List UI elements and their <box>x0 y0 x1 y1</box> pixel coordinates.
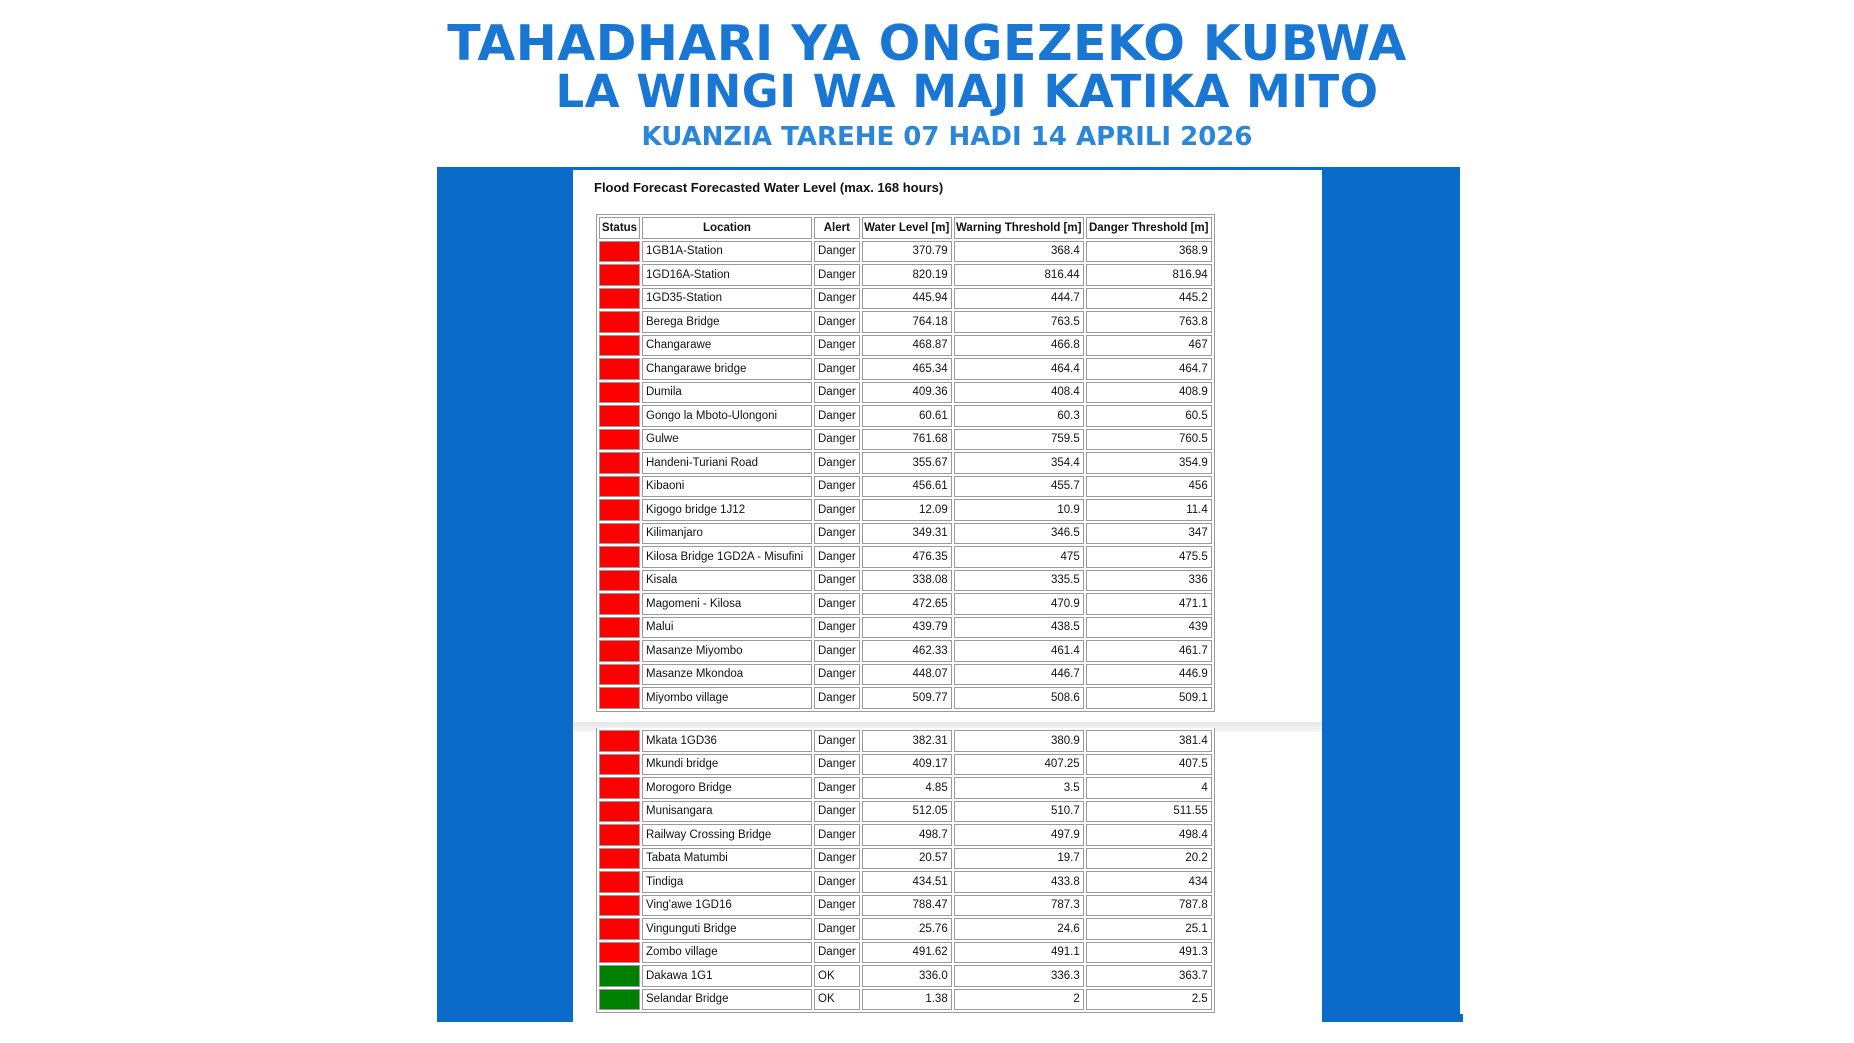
location-cell: Kilosa Bridge 1GD2A - Misufini <box>642 546 812 568</box>
status-indicator <box>599 617 640 639</box>
danger-threshold-cell: 471.1 <box>1086 593 1212 615</box>
danger-threshold-cell: 445.2 <box>1086 288 1212 310</box>
column-header-status: Status <box>599 217 640 239</box>
alert-cell: Danger <box>814 942 860 964</box>
status-indicator <box>599 754 640 776</box>
forecast-table-part2 <box>596 728 1215 1013</box>
location-cell: Vingunguti Bridge <box>642 918 812 940</box>
warning-threshold-cell: 336.3 <box>954 965 1084 987</box>
table-row <box>599 918 1212 940</box>
water-level-cell: 1.38 <box>862 989 952 1011</box>
status-indicator <box>599 358 640 380</box>
status-indicator <box>599 452 640 474</box>
water-level-cell: 409.36 <box>862 382 952 404</box>
status-indicator <box>599 429 640 451</box>
status-indicator <box>599 499 640 521</box>
water-level-cell: 445.94 <box>862 288 952 310</box>
status-indicator <box>599 895 640 917</box>
column-header-water-level: Water Level [m] <box>862 217 952 239</box>
water-level-cell: 409.17 <box>862 754 952 776</box>
alert-cell: Danger <box>814 405 860 427</box>
danger-threshold-cell: 760.5 <box>1086 429 1212 451</box>
table-row <box>599 777 1212 799</box>
alert-cell: Danger <box>814 546 860 568</box>
location-cell: 1GD35-Station <box>642 288 812 310</box>
location-cell: Dumila <box>642 382 812 404</box>
location-cell: Miyombo village <box>642 687 812 709</box>
table-body-part2 <box>599 730 1212 1010</box>
water-level-cell: 468.87 <box>862 335 952 357</box>
alert-cell: Danger <box>814 335 860 357</box>
status-indicator <box>599 523 640 545</box>
danger-threshold-cell: 25.1 <box>1086 918 1212 940</box>
warning-threshold-cell: 466.8 <box>954 335 1084 357</box>
alert-cell: Danger <box>814 593 860 615</box>
status-indicator <box>599 546 640 568</box>
danger-threshold-cell: 461.7 <box>1086 640 1212 662</box>
water-level-cell: 456.61 <box>862 476 952 498</box>
danger-threshold-cell: 11.4 <box>1086 499 1212 521</box>
location-cell: Tabata Matumbi <box>642 848 812 870</box>
location-cell: Railway Crossing Bridge <box>642 824 812 846</box>
column-header-warning-threshold: Warning Threshold [m] <box>954 217 1084 239</box>
location-cell: Kibaoni <box>642 476 812 498</box>
warning-threshold-cell: 24.6 <box>954 918 1084 940</box>
water-level-cell: 491.62 <box>862 942 952 964</box>
danger-threshold-cell: 475.5 <box>1086 546 1212 568</box>
forecast-table-part1-wrapper <box>596 214 1215 712</box>
danger-threshold-cell: 347 <box>1086 523 1212 545</box>
alert-cell: Danger <box>814 664 860 686</box>
location-cell: Magomeni - Kilosa <box>642 593 812 615</box>
water-level-cell: 434.51 <box>862 871 952 893</box>
alert-cell: Danger <box>814 241 860 263</box>
table-row <box>599 687 1212 709</box>
danger-threshold-cell: 446.9 <box>1086 664 1212 686</box>
table-row <box>599 593 1212 615</box>
location-cell: 1GD16A-Station <box>642 264 812 286</box>
water-level-cell: 498.7 <box>862 824 952 846</box>
warning-threshold-cell: 438.5 <box>954 617 1084 639</box>
danger-threshold-cell: 408.9 <box>1086 382 1212 404</box>
danger-threshold-cell: 336 <box>1086 570 1212 592</box>
column-header-danger-threshold: Danger Threshold [m] <box>1086 217 1212 239</box>
alert-cell: Danger <box>814 382 860 404</box>
table-row <box>599 730 1212 752</box>
water-level-cell: 465.34 <box>862 358 952 380</box>
danger-threshold-cell: 20.2 <box>1086 848 1212 870</box>
table-row <box>599 754 1212 776</box>
status-indicator <box>599 687 640 709</box>
alert-cell: Danger <box>814 640 860 662</box>
water-level-cell: 60.61 <box>862 405 952 427</box>
status-indicator <box>599 664 640 686</box>
warning-threshold-cell: 10.9 <box>954 499 1084 521</box>
alert-cell: Danger <box>814 288 860 310</box>
alert-cell: Danger <box>814 523 860 545</box>
location-cell: Kisala <box>642 570 812 592</box>
warning-threshold-cell: 368.4 <box>954 241 1084 263</box>
location-cell: Kigogo bridge 1J12 <box>642 499 812 521</box>
alert-cell: Danger <box>814 499 860 521</box>
status-indicator <box>599 241 640 263</box>
table-body-part1 <box>599 241 1212 709</box>
status-indicator <box>599 640 640 662</box>
poster-subtitle: KUANZIA TAREHE 07 HADI 14 APRILI 2026 <box>641 122 1253 152</box>
alert-cell: Danger <box>814 429 860 451</box>
alert-cell: Danger <box>814 730 860 752</box>
status-indicator <box>599 476 640 498</box>
danger-threshold-cell: 407.5 <box>1086 754 1212 776</box>
table-row <box>599 989 1212 1011</box>
table-row <box>599 264 1212 286</box>
water-level-cell: 512.05 <box>862 801 952 823</box>
warning-threshold-cell: 60.3 <box>954 405 1084 427</box>
location-cell: Mkata 1GD36 <box>642 730 812 752</box>
status-indicator <box>599 593 640 615</box>
status-indicator <box>599 824 640 846</box>
water-level-cell: 764.18 <box>862 311 952 333</box>
table-row <box>599 640 1212 662</box>
danger-threshold-cell: 363.7 <box>1086 965 1212 987</box>
table-row <box>599 335 1212 357</box>
danger-threshold-cell: 816.94 <box>1086 264 1212 286</box>
alert-cell: Danger <box>814 895 860 917</box>
alert-cell: Danger <box>814 264 860 286</box>
location-cell: Mkundi bridge <box>642 754 812 776</box>
document-title: Flood Forecast Forecasted Water Level (max. 168 hours) <box>594 180 944 195</box>
table-row <box>599 848 1212 870</box>
water-level-cell: 4.85 <box>862 777 952 799</box>
warning-threshold-cell: 444.7 <box>954 288 1084 310</box>
location-cell: Gulwe <box>642 429 812 451</box>
status-indicator <box>599 777 640 799</box>
danger-threshold-cell: 4 <box>1086 777 1212 799</box>
warning-threshold-cell: 446.7 <box>954 664 1084 686</box>
alert-cell: Danger <box>814 918 860 940</box>
alert-cell: OK <box>814 989 860 1011</box>
status-indicator <box>599 848 640 870</box>
warning-threshold-cell: 464.4 <box>954 358 1084 380</box>
alert-cell: Danger <box>814 848 860 870</box>
warning-threshold-cell: 433.8 <box>954 871 1084 893</box>
location-cell: Ving'awe 1GD16 <box>642 895 812 917</box>
warning-threshold-cell: 491.1 <box>954 942 1084 964</box>
table-row <box>599 664 1212 686</box>
location-cell: Changarawe <box>642 335 812 357</box>
status-indicator <box>599 965 640 987</box>
warning-threshold-cell: 816.44 <box>954 264 1084 286</box>
warning-threshold-cell: 380.9 <box>954 730 1084 752</box>
water-level-cell: 20.57 <box>862 848 952 870</box>
water-level-cell: 25.76 <box>862 918 952 940</box>
danger-threshold-cell: 2.5 <box>1086 989 1212 1011</box>
location-cell: Berega Bridge <box>642 311 812 333</box>
location-cell: Masanze Mkondoa <box>642 664 812 686</box>
poster-title-line1: TAHADHARI YA ONGEZEKO KUBWA <box>447 15 1407 72</box>
table-row <box>599 801 1212 823</box>
table-row <box>599 452 1212 474</box>
location-cell: Morogoro Bridge <box>642 777 812 799</box>
warning-threshold-cell: 455.7 <box>954 476 1084 498</box>
table-row <box>599 358 1212 380</box>
table-row <box>599 617 1212 639</box>
table-row <box>599 288 1212 310</box>
location-cell: Gongo la Mboto-Ulongoni <box>642 405 812 427</box>
water-level-cell: 788.47 <box>862 895 952 917</box>
status-indicator <box>599 989 640 1011</box>
alert-cell: Danger <box>814 617 860 639</box>
alert-cell: OK <box>814 965 860 987</box>
warning-threshold-cell: 475 <box>954 546 1084 568</box>
location-cell: Zombo village <box>642 942 812 964</box>
alert-cell: Danger <box>814 476 860 498</box>
danger-threshold-cell: 509.1 <box>1086 687 1212 709</box>
status-indicator <box>599 264 640 286</box>
danger-threshold-cell: 354.9 <box>1086 452 1212 474</box>
alert-cell: Danger <box>814 754 860 776</box>
danger-threshold-cell: 763.8 <box>1086 311 1212 333</box>
table-row <box>599 570 1212 592</box>
danger-threshold-cell: 368.9 <box>1086 241 1212 263</box>
poster-title-line2: LA WINGI WA MAJI KATIKA MITO <box>555 65 1379 118</box>
warning-threshold-cell: 759.5 <box>954 429 1084 451</box>
table-row <box>599 429 1212 451</box>
water-level-cell: 448.07 <box>862 664 952 686</box>
water-level-cell: 336.0 <box>862 965 952 987</box>
water-level-cell: 472.65 <box>862 593 952 615</box>
table-row <box>599 965 1212 987</box>
warning-threshold-cell: 407.25 <box>954 754 1084 776</box>
table-row <box>599 499 1212 521</box>
water-level-cell: 476.35 <box>862 546 952 568</box>
table-row <box>599 895 1212 917</box>
status-indicator <box>599 570 640 592</box>
table-row <box>599 523 1212 545</box>
location-cell: Handeni-Turiani Road <box>642 452 812 474</box>
danger-threshold-cell: 456 <box>1086 476 1212 498</box>
status-indicator <box>599 382 640 404</box>
water-level-cell: 370.79 <box>862 241 952 263</box>
status-indicator <box>599 311 640 333</box>
danger-threshold-cell: 467 <box>1086 335 1212 357</box>
warning-threshold-cell: 510.7 <box>954 801 1084 823</box>
warning-threshold-cell: 335.5 <box>954 570 1084 592</box>
water-level-cell: 338.08 <box>862 570 952 592</box>
table-row <box>599 405 1212 427</box>
table-row <box>599 382 1212 404</box>
danger-threshold-cell: 787.8 <box>1086 895 1212 917</box>
status-indicator <box>599 871 640 893</box>
danger-threshold-cell: 511.55 <box>1086 801 1212 823</box>
water-level-cell: 349.31 <box>862 523 952 545</box>
alert-cell: Danger <box>814 570 860 592</box>
water-level-cell: 382.31 <box>862 730 952 752</box>
warning-threshold-cell: 470.9 <box>954 593 1084 615</box>
warning-threshold-cell: 508.6 <box>954 687 1084 709</box>
status-indicator <box>599 801 640 823</box>
warning-threshold-cell: 19.7 <box>954 848 1084 870</box>
warning-threshold-cell: 461.4 <box>954 640 1084 662</box>
status-indicator <box>599 918 640 940</box>
location-cell: Tindiga <box>642 871 812 893</box>
forecast-table-part2-wrapper <box>596 728 1215 1013</box>
table-row <box>599 871 1212 893</box>
water-level-cell: 761.68 <box>862 429 952 451</box>
warning-threshold-cell: 497.9 <box>954 824 1084 846</box>
danger-threshold-cell: 381.4 <box>1086 730 1212 752</box>
water-level-cell: 462.33 <box>862 640 952 662</box>
location-cell: Malui <box>642 617 812 639</box>
warning-threshold-cell: 787.3 <box>954 895 1084 917</box>
danger-threshold-cell: 498.4 <box>1086 824 1212 846</box>
water-level-cell: 12.09 <box>862 499 952 521</box>
table-row <box>599 476 1212 498</box>
alert-cell: Danger <box>814 777 860 799</box>
danger-threshold-cell: 464.7 <box>1086 358 1212 380</box>
table-row <box>599 824 1212 846</box>
table-header-row <box>599 217 1212 239</box>
warning-threshold-cell: 763.5 <box>954 311 1084 333</box>
water-level-cell: 355.67 <box>862 452 952 474</box>
location-cell: Munisangara <box>642 801 812 823</box>
danger-threshold-cell: 60.5 <box>1086 405 1212 427</box>
location-cell: Masanze Miyombo <box>642 640 812 662</box>
alert-cell: Danger <box>814 311 860 333</box>
danger-threshold-cell: 491.3 <box>1086 942 1212 964</box>
water-level-cell: 509.77 <box>862 687 952 709</box>
table-row <box>599 311 1212 333</box>
status-indicator <box>599 942 640 964</box>
alert-cell: Danger <box>814 452 860 474</box>
water-level-cell: 820.19 <box>862 264 952 286</box>
warning-threshold-cell: 408.4 <box>954 382 1084 404</box>
column-header-alert: Alert <box>814 217 860 239</box>
danger-threshold-cell: 439 <box>1086 617 1212 639</box>
alert-cell: Danger <box>814 687 860 709</box>
warning-threshold-cell: 346.5 <box>954 523 1084 545</box>
danger-threshold-cell: 434 <box>1086 871 1212 893</box>
warning-threshold-cell: 354.4 <box>954 452 1084 474</box>
warning-threshold-cell: 3.5 <box>954 777 1084 799</box>
alert-cell: Danger <box>814 801 860 823</box>
alert-cell: Danger <box>814 358 860 380</box>
location-cell: Kilimanjaro <box>642 523 812 545</box>
location-cell: Dakawa 1G1 <box>642 965 812 987</box>
column-header-location: Location <box>642 217 812 239</box>
forecast-table-part1 <box>596 214 1215 712</box>
warning-threshold-cell: 2 <box>954 989 1084 1011</box>
water-level-cell: 439.79 <box>862 617 952 639</box>
band-foot-left <box>437 1014 577 1022</box>
status-indicator <box>599 730 640 752</box>
table-row <box>599 942 1212 964</box>
alert-cell: Danger <box>814 824 860 846</box>
location-cell: 1GB1A-Station <box>642 241 812 263</box>
location-cell: Selandar Bridge <box>642 989 812 1011</box>
status-indicator <box>599 405 640 427</box>
table-row <box>599 241 1212 263</box>
status-indicator <box>599 335 640 357</box>
location-cell: Changarawe bridge <box>642 358 812 380</box>
alert-cell: Danger <box>814 871 860 893</box>
band-foot-right <box>1322 1014 1463 1022</box>
table-row <box>599 546 1212 568</box>
status-indicator <box>599 288 640 310</box>
